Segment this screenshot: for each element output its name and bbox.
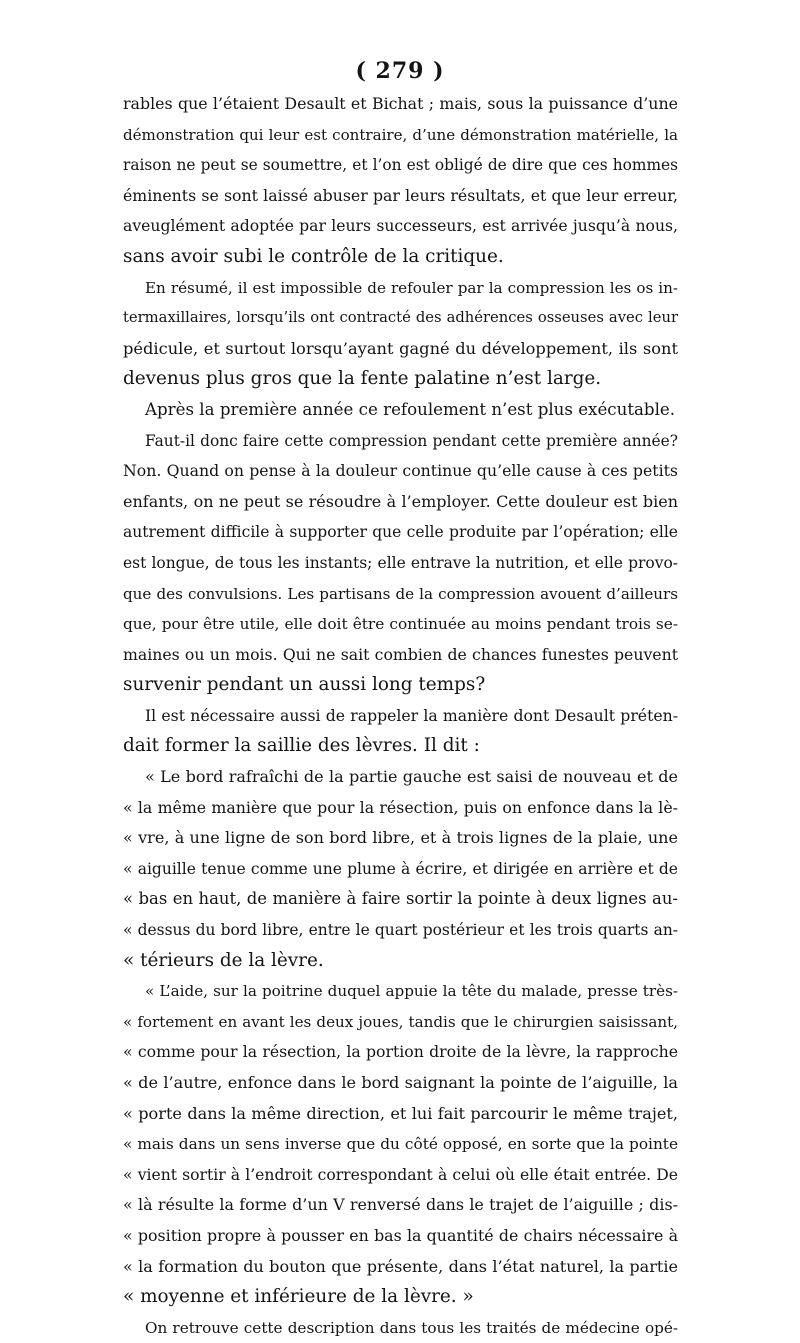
text-line: maines ou un mois. Qui ne sait combien de chances funestes peuvent [123, 644, 678, 664]
text-line: démonstration qui leur est contraire, d’une démonstration matérielle, la [123, 125, 678, 144]
text-line: « moyenne et inférieure de la lèvre. » [123, 1286, 474, 1308]
text-line: « vient sortir à l’endroit correspondant à celui où elle était entrée. De [123, 1165, 678, 1184]
text-line: « comme pour la résection, la portion droite de la lèvre, la rapproche [123, 1042, 678, 1062]
text-line: sans avoir subi le contrôle de la critique. [123, 245, 504, 267]
text-line: « la formation du bouton que présente, dans l’état naturel, la partie [123, 1256, 678, 1276]
text-line: « bas en haut, de manière à faire sortir la pointe à deux lignes au- [123, 889, 678, 909]
text-line: Non. Quand on pense à la douleur continue qu’elle cause à ces petits [123, 461, 678, 481]
text-line: Il est nécessaire aussi de rappeler la manière dont Desault préten- [145, 705, 678, 725]
text-line: que, pour être utile, elle doit être continuée au moins pendant trois se- [123, 615, 678, 634]
text-line: « dessus du bord libre, entre le quart postérieur et les trois quarts an- [123, 921, 678, 940]
text-line: éminents se sont laissé abuser par leurs résultats, et que leur erreur, [123, 185, 678, 205]
text-line: devenus plus gros que la fente palatine n’est large. [123, 368, 602, 390]
text-line: « mais dans un sens inverse que du côté opposé, en sorte que la pointe [123, 1135, 678, 1154]
text-line: termaxillaires, lorsqu’ils ont contracté des adhérences osseuses avec leur [123, 309, 678, 327]
text-line: raison ne peut se soumettre, et l’on est obligé de dire que ces hommes [123, 156, 678, 175]
page-number: ( 279 ) [355, 58, 445, 84]
text-line: « position propre à pousser en bas la quantité de chairs nécessaire à [123, 1225, 678, 1245]
text-line: aveuglément adoptée par leurs successeurs, est arrivée jusqu’à nous, [123, 216, 678, 236]
text-line: On retrouve cette description dans tous les traités de médecine opé- [145, 1318, 678, 1337]
text-line: « fortement en avant les deux joues, tandis que le chirurgien saisissant, [123, 1012, 678, 1031]
text-line: « la même manière que pour la résection, puis on enfonce dans la lè- [123, 797, 678, 817]
text-line: Faut-il donc faire cette compression pendant cette première année? [145, 431, 678, 450]
text-line: « de l’autre, enfonce dans le bord saignant la pointe de l’aiguille, la [123, 1073, 678, 1092]
text-line: « là résulte la forme d’un V renversé dans le trajet de l’aiguille ; dis- [123, 1195, 678, 1215]
text-line: pédicule, et surtout lorsqu’ayant gagné du développement, ils sont [123, 338, 678, 358]
text-line: survenir pendant un aussi long temps? [123, 674, 486, 696]
text-line: « porte dans la même direction, et lui fait parcourir le même trajet, [123, 1103, 678, 1123]
text-line: En résumé, il est impossible de refouler par la compression les os in- [145, 278, 678, 297]
text-line: rables que l’étaient Desault et Bichat ; mais, sous la puissance d’une [123, 94, 678, 113]
text-line: est longue, de tous les instants; elle entrave la nutrition, et elle provo- [123, 553, 678, 572]
text-line: « vre, à une ligne de son bord libre, et à trois lignes de la plaie, une [123, 828, 678, 848]
text-line: « Le bord rafraîchi de la partie gauche est saisi de nouveau et de [145, 767, 678, 787]
text-line: autrement difficile à supporter que celle produite par l’opération; elle [123, 523, 678, 542]
text-line: enfants, on ne peut se résoudre à l’employer. Cette douleur est bien [123, 491, 678, 511]
text-line: « L’aide, sur la poitrine duquel appuie la tête du malade, presse très- [145, 982, 678, 1001]
text-line: « aiguille tenue comme une plume à écrire, et dirigée en arrière et de [123, 859, 678, 878]
text-line: Après la première année ce refoulement n’est plus exécutable. [145, 399, 676, 419]
text-line: dait former la saillie des lèvres. Il dit : [123, 735, 480, 757]
body-text [123, 89, 678, 1343]
text-line: « térieurs de la lèvre. [123, 949, 324, 971]
text-line: que des convulsions. Les partisans de la compression avouent d’ailleurs [123, 584, 678, 603]
